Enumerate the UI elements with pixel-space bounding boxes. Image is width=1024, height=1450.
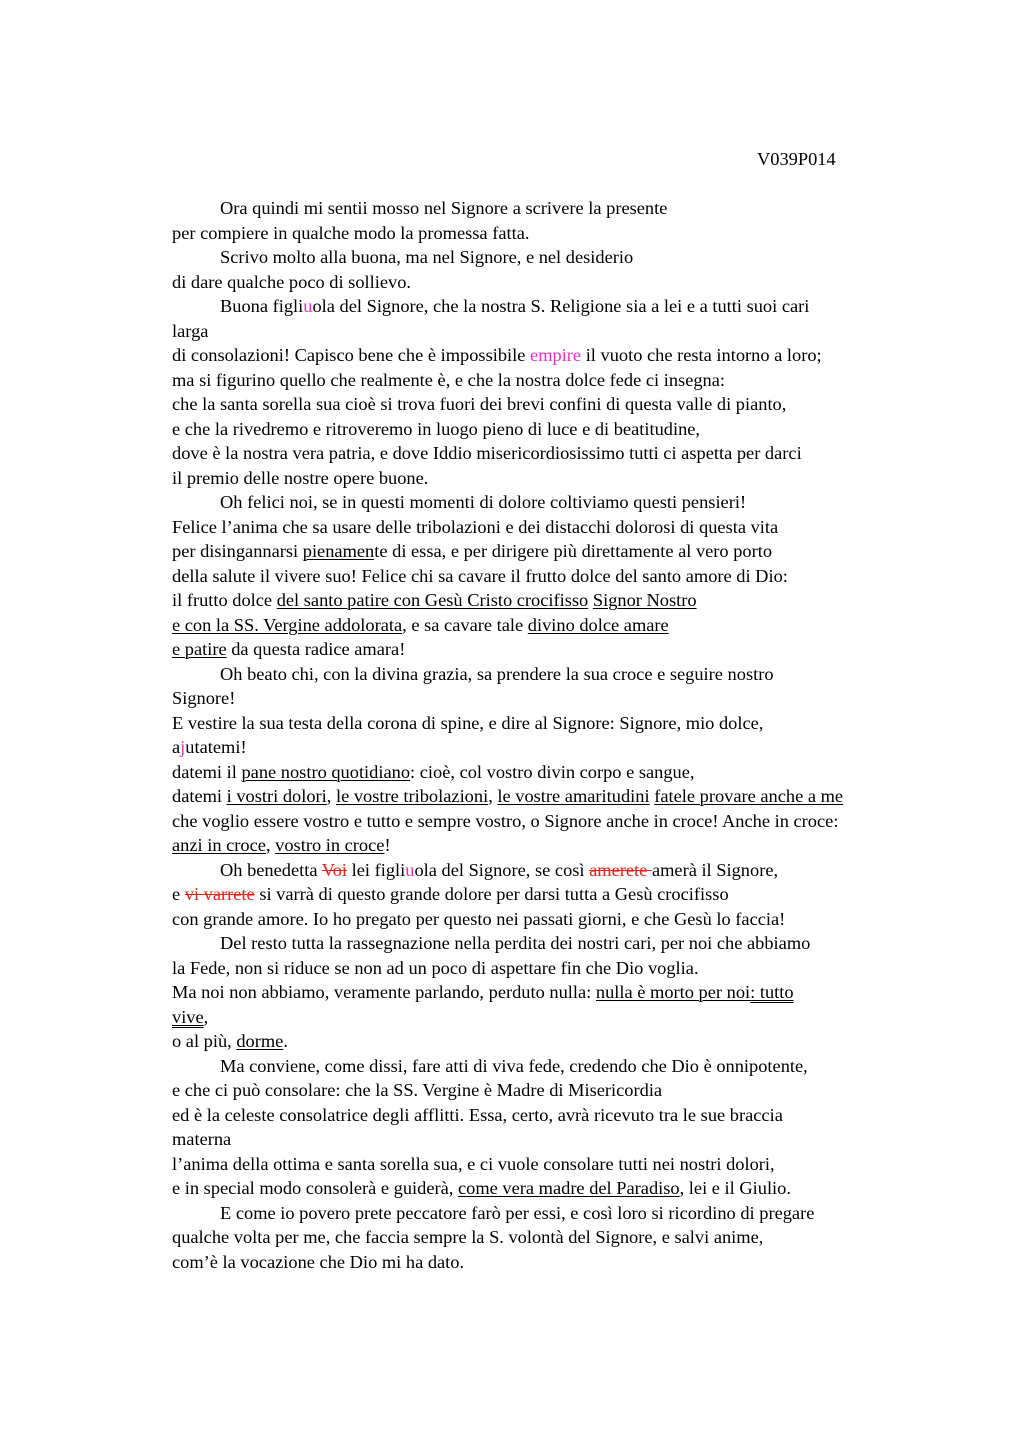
text-line: Scrivo molto alla buona, ma nel Signore, e nel desiderio [220, 247, 634, 267]
text-line: e che la rivedremo e ritroveremo in luogo pieno di luce e di beatitudine, [172, 418, 701, 439]
text-line: di dare qualche poco di sollievo. [172, 271, 412, 292]
text-line [172, 588, 1012, 613]
text-line [172, 1176, 1012, 1201]
text-run: te di essa, e per dirigere più direttamente al vero porto [374, 541, 773, 561]
text-line: Ora quindi mi sentii mosso nel Signore a scrivere la presente [220, 198, 668, 218]
text-run: o al più, [172, 1031, 237, 1051]
text-run: di consolazioni! Capisco bene che è impossibile [172, 345, 531, 365]
text-run: Buona figli [220, 296, 304, 316]
text-line: ma si figurino quello che realmente è, e che la nostra dolce fede ci insegna: [172, 369, 726, 390]
text-line: l’anima della ottima e santa sorella sua, e ci vuole consolare tutti nei nostri dolori, [172, 1153, 775, 1174]
inserted-letter: u [405, 859, 415, 880]
underlined-text: anzi in croce [172, 835, 266, 855]
text-line [172, 858, 1012, 883]
text-line: Ma conviene, come dissi, fare atti di viva fede, credendo che Dio è onnipotente, [220, 1055, 808, 1076]
text-run: si varrà di questo grande dolore per darsi tutta a Gesù crocifisso [254, 884, 729, 904]
text-run: , e sa cavare tale [402, 614, 528, 635]
text-line [172, 882, 1012, 907]
deleted-text: amerete [589, 859, 652, 880]
underlined-text: le vostre amaritudini [497, 786, 650, 806]
text-run: : cioè, col vostro divin corpo e sangue, [410, 761, 695, 782]
text-line [172, 735, 1012, 760]
text-line [172, 539, 1012, 564]
double-underlined-text: : tutto [750, 982, 794, 1002]
text-line: Oh felici noi, se in questi momenti di dolore coltiviamo questi pensieri! [220, 492, 747, 512]
text-line: Oh beato chi, con la divina grazia, sa prendere la sua croce e seguire nostro [220, 663, 774, 684]
underlined-text: i vostri dolori [226, 786, 327, 806]
text-run: Ma noi non abbiamo, veramente parlando, perduto nulla: [172, 982, 596, 1002]
text-line: dove è la nostra vera patria, e dove Iddio misericordiosissimo tutti ci aspetta per darci [172, 443, 802, 463]
text-line: larga [172, 320, 209, 341]
underlined-text: pienamen [302, 541, 375, 561]
text-run: , [203, 1006, 209, 1027]
text-line: com’è la vocazione che Dio mi ha dato. [172, 1251, 465, 1272]
text-run: amerà il Signore, [651, 859, 779, 880]
text-run: il frutto dolce [172, 590, 277, 610]
text-run: Oh benedetta [220, 859, 322, 880]
text-line [172, 294, 1012, 319]
text-line [172, 343, 1012, 368]
text-line: con grande amore. Io ho pregato per questo nei passati giorni, e che Gesù lo faccia! [172, 908, 786, 929]
highlighted-word: empire [530, 345, 582, 365]
text-line [172, 980, 1012, 1005]
text-line: E vestire la sua testa della corona di spine, e dire al Signore: Signore, mio dolce, [172, 712, 764, 733]
text-run: ! [384, 835, 391, 855]
underlined-text: fatele provare anche a me [654, 786, 844, 806]
text-line: il premio delle nostre opere buone. [172, 467, 429, 488]
text-run: datemi il [172, 761, 242, 782]
text-line [172, 760, 1012, 785]
text-line [172, 833, 1012, 858]
letter-body [172, 196, 1012, 1274]
underlined-text: divino dolce amare [527, 614, 669, 635]
text-line [172, 1029, 1012, 1054]
underlined-text: le vostre tribolazioni [335, 786, 489, 806]
text-run: da questa radice amara! [226, 639, 406, 659]
text-run: lei figli [347, 859, 406, 880]
text-line [172, 1005, 1012, 1030]
deleted-text: vi varrete [184, 884, 255, 904]
text-line: materna [172, 1129, 232, 1149]
text-line: ed è la celeste consolatrice degli afflitti. Essa, certo, avrà ricevuto tra le sue braccia [172, 1104, 783, 1125]
inserted-letter: j [180, 737, 186, 757]
underlined-text: vostro in croce [275, 835, 385, 855]
deleted-text: Voi [321, 859, 348, 880]
text-run: per disingannarsi [172, 541, 303, 561]
underlined-text: e patire [172, 639, 227, 659]
text-line: che voglio essere vostro e tutto e sempre vostro, o Signore anche in croce! Anche in croce: [172, 810, 839, 831]
text-run: ola del Signore, che la nostra S. Religione sia a lei e a tutti suoi cari [312, 296, 810, 316]
text-line [172, 637, 1012, 662]
text-line: Del resto tutta la rassegnazione nella perdita dei nostri cari, per noi che abbiamo [220, 933, 811, 953]
underlined-text: Signor Nostro [592, 590, 697, 610]
inserted-letter: u [303, 296, 313, 316]
text-line: Felice l’anima che sa usare delle tribolazioni e dei distacchi dolorosi di questa vita [172, 516, 779, 537]
underlined-text: dorme [236, 1031, 284, 1051]
text-line: E come io povero prete peccatore farò per essi, e così loro si ricordino di pregare [220, 1202, 815, 1223]
text-line [172, 613, 1012, 638]
text-line: che la santa sorella sua cioè si trova fuori dei brevi confini di questa valle di pianto, [172, 394, 787, 414]
text-run: e [172, 884, 185, 904]
text-line: e che ci può consolare: che la SS. Vergine è Madre di Misericordia [172, 1080, 663, 1100]
text-run: , lei e il Giulio. [679, 1178, 791, 1198]
text-run: a [172, 737, 181, 757]
text-line: Signore! [172, 688, 236, 708]
text-run: ola del Signore, se così [414, 859, 590, 880]
text-run: utatemi! [185, 737, 247, 757]
text-run: , [265, 835, 276, 855]
underlined-text: pane nostro quotidiano [241, 761, 411, 782]
text-line [172, 784, 1012, 809]
double-underlined-text: vive [172, 1006, 204, 1027]
underlined-text: del santo patire con Gesù Cristo crocifisso [276, 590, 589, 610]
text-line: qualche volta per me, che faccia sempre la S. volontà del Signore, e salvi anime, [172, 1227, 764, 1247]
page-id: V039P014 [757, 149, 836, 169]
underlined-text: nulla è morto per noi [595, 982, 751, 1002]
text-run: , [326, 786, 336, 806]
text-run: il vuoto che resta intorno a loro; [581, 345, 822, 365]
text-run: . [283, 1031, 288, 1051]
text-run: datemi [172, 786, 227, 806]
text-line: per compiere in qualche modo la promessa fatta. [172, 222, 530, 243]
underlined-text: e con la SS. Vergine addolorata [172, 614, 403, 635]
underlined-text: come vera madre del Paradiso [457, 1178, 680, 1198]
text-line: la Fede, non si riduce se non ad un poco di aspettare fin che Dio voglia. [172, 957, 699, 978]
text-line: della salute il vivere suo! Felice chi sa cavare il frutto dolce del santo amore di Dio: [172, 565, 788, 586]
text-run: , [488, 786, 498, 806]
text-run: e in special modo consolerà e guiderà, [172, 1178, 458, 1198]
